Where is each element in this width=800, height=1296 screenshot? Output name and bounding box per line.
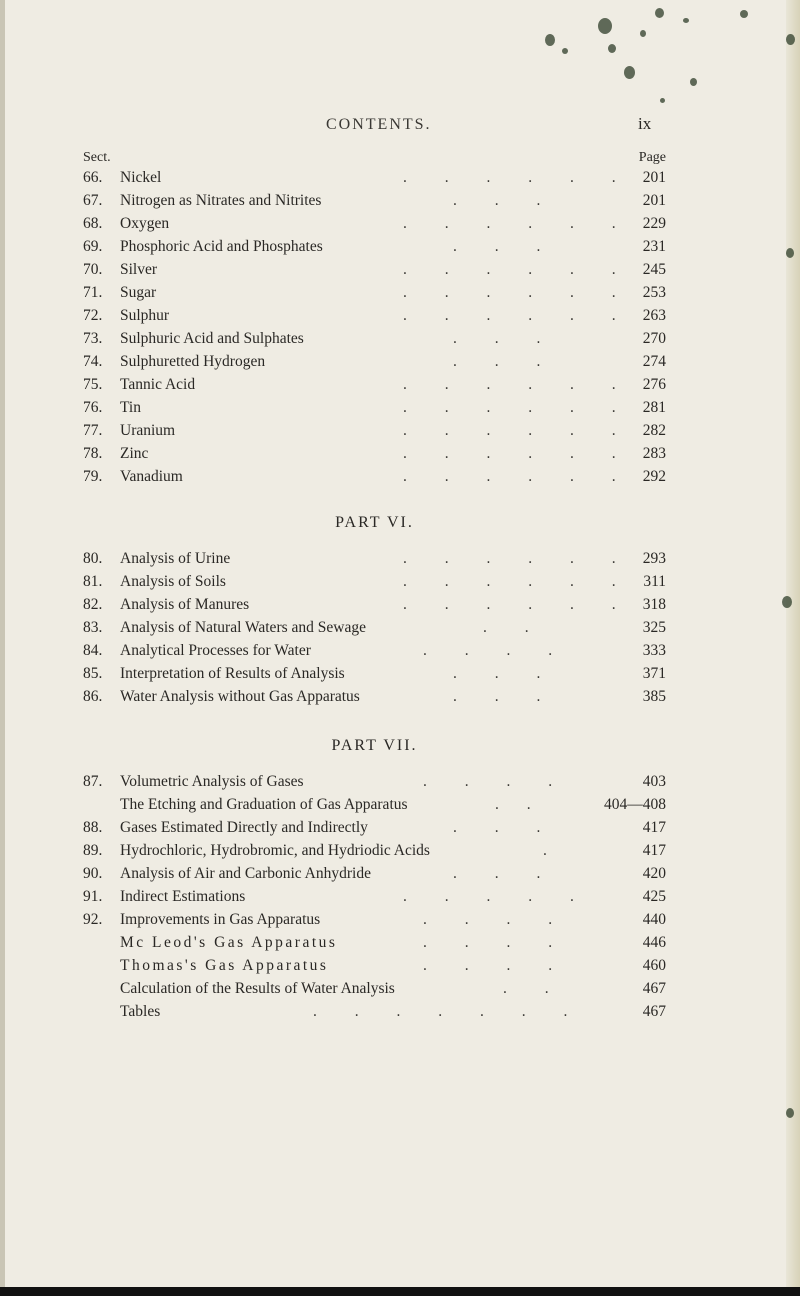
toc-entry: 84. Analytical Processes for Water . . . . 333: [83, 642, 666, 659]
toc-entry: 78. Zinc . . . . . . 283: [83, 445, 666, 462]
toc-entry: The Etching and Graduation of Gas Apparatus . . 404—408: [120, 796, 666, 813]
toc-entry: Thomas's Gas Apparatus . . . . 460: [120, 957, 666, 974]
toc-entry: 81. Analysis of Soils . . . . . . 311: [83, 573, 666, 590]
toc-entry: 68. Oxygen . . . . . . 229: [83, 215, 666, 232]
toc-entry: 90. Analysis of Air and Carbonic Anhydride . . . 420: [83, 865, 666, 882]
toc-entry: 71. Sugar . . . . . . 253: [83, 284, 666, 301]
page-column-heading: Page: [638, 150, 666, 165]
toc-entry: 92. Improvements in Gas Apparatus . . . . 440: [83, 911, 666, 928]
toc-entry: 87. Volumetric Analysis of Gases . . . . 403: [83, 773, 666, 790]
toc-entry: 91. Indirect Estimations . . . . . 425: [83, 888, 666, 905]
page-left-edge: [0, 0, 5, 1296]
toc-entry: 88. Gases Estimated Directly and Indirectly . . . 417: [83, 819, 666, 836]
toc-entry: 77. Uranium . . . . . . 282: [83, 422, 666, 439]
toc-entry: 74. Sulphuretted Hydrogen . . . 274: [83, 353, 666, 370]
toc-entry: 85. Interpretation of Results of Analysis . . . 371: [83, 665, 666, 682]
toc-entry: 67. Nitrogen as Nitrates and Nitrites . . . 201: [83, 192, 666, 209]
section-column-heading: Sect.: [83, 150, 111, 165]
toc-entry: 82. Analysis of Manures . . . . . . 318: [83, 596, 666, 613]
page-right-edge: [786, 0, 800, 1296]
toc-entry: 73. Sulphuric Acid and Sulphates . . . 270: [83, 330, 666, 347]
toc-entry: 79. Vanadium . . . . . . 292: [83, 468, 666, 485]
part-heading: PART VI.: [335, 514, 414, 531]
running-title: CONTENTS.: [326, 116, 432, 133]
page-number: ix: [638, 114, 652, 133]
toc-entry: Tables . . . . . . . 467: [120, 1003, 666, 1020]
toc-entry: Mc Leod's Gas Apparatus . . . . 446: [120, 934, 666, 951]
page-header: [0, 104, 800, 134]
column-headings: [83, 150, 666, 170]
toc-entry: 72. Sulphur . . . . . . 263: [83, 307, 666, 324]
toc-entry: 66. Nickel . . . . . . 201: [83, 169, 666, 186]
toc-entry: 80. Analysis of Urine . . . . . . 293: [83, 550, 666, 567]
toc-entry: 86. Water Analysis without Gas Apparatus . . . 385: [83, 688, 666, 705]
toc-entry: 89. Hydrochloric, Hydrobromic, and Hydriodic Acids . 417: [83, 842, 666, 859]
toc-entry: 75. Tannic Acid . . . . . . 276: [83, 376, 666, 393]
part-heading: PART VII.: [331, 737, 418, 754]
toc-entry: 83. Analysis of Natural Waters and Sewage . . 325: [83, 619, 666, 636]
toc-entry: 70. Silver . . . . . . 245: [83, 261, 666, 278]
toc-entry: 76. Tin . . . . . . 281: [83, 399, 666, 416]
toc-entry: Calculation of the Results of Water Analysis . . 467: [120, 980, 666, 997]
toc-entry: 69. Phosphoric Acid and Phosphates . . . 231: [83, 238, 666, 255]
page-bottom-border: [0, 1287, 800, 1296]
